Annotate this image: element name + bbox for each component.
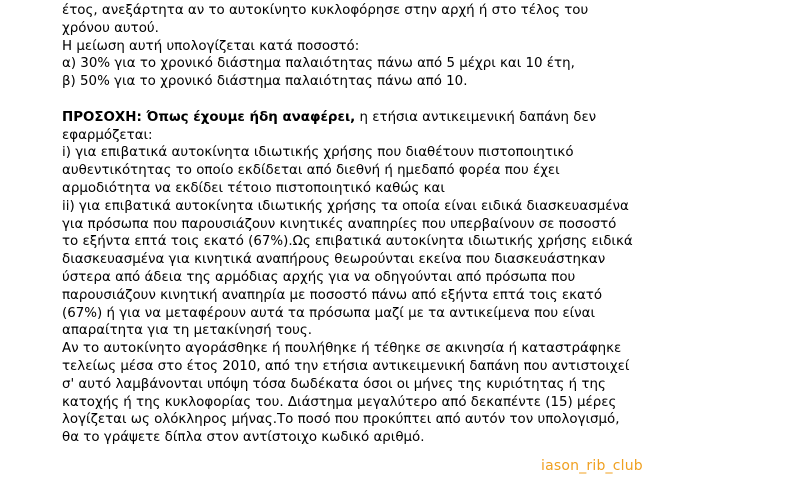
text-line: Αν το αυτοκίνητο αγοράσθηκε ή πουλήθηκε ή τέθηκε σε ακινησία ή καταστράφηκε	[62, 341, 622, 357]
text-line: θα το γράψετε δίπλα στον αντίστοιχο κωδικό αριθμό.	[62, 430, 425, 446]
text-line: αρμοδιότητα να εκδίδει τέτοιο πιστοποιητικό καθώς και	[62, 180, 445, 196]
text-line: α) 30% για το χρονικό διάστημα παλαιότητας πάνω από 5 μέχρι και 10 έτη,	[62, 56, 575, 72]
document-page	[62, 2, 777, 447]
text-line: χρόνου αυτού.	[62, 20, 159, 36]
text-line: αυθεντικότητας το οποίο εκδίδεται από διεθνή ή ημεδαπό φορέα που έχει	[62, 163, 560, 179]
text-line: ii) για επιβατικά αυτοκίνητα ιδιωτικής χρήσης τα οποία είναι ειδικά διασκευασμένα	[62, 198, 629, 214]
text-line: το εξήντα επτά τοις εκατό (67%).Ως επιβατικά αυτοκίνητα ιδιωτικής χρήσης ειδικά	[62, 234, 633, 250]
text-line: τελείως μέσα στο έτος 2010, από την ετήσια αντικειμενική δαπάνη που αντιστοιχεί	[62, 358, 630, 374]
text-line: i) για επιβατικά αυτοκίνητα ιδιωτικής χρήσης που διαθέτουν πιστοποιητικό	[62, 145, 574, 161]
text-line: διασκευασμένα για κινητικά αναπήρους θεωρούνται εκείνα που διασκευάστηκαν	[62, 252, 606, 268]
watermark-text: iason_rib_club	[541, 458, 643, 474]
text-line: ύστερα από άδεια της αρμόδιας αρχής για να οδηγούνται από πρόσωπα που	[62, 269, 576, 285]
text-line: Η μείωση αυτή υπολογίζεται κατά ποσοστό:	[62, 38, 360, 54]
text-line: για πρόσωπα που παρουσιάζουν κινητικές αναπηρίες που υπερβαίνουν σε ποσοστό	[62, 216, 617, 232]
text-line: (67%) ή για να μεταφέρουν αυτά τα πρόσωπα μαζί με τα αντικείμενα που είναι	[62, 305, 595, 321]
notice-text: η ετήσια αντικειμενική δαπάνη δεν	[355, 109, 597, 125]
notice-label: ΠΡΟΣΟΧΗ: Όπως έχουμε ήδη αναφέρει,	[62, 109, 356, 125]
text-line: έτος, ανεξάρτητα αν το αυτοκίνητο κυκλοφόρησε στην αρχή ή στο τέλος του	[62, 3, 589, 18]
text-line: β) 50% για το χρονικό διάστημα παλαιότητας πάνω από 10.	[62, 74, 468, 90]
text-line: παρουσιάζουν κινητική αναπηρία με ποσοστό πάνω από εξήντα επτά τοις εκατό	[62, 287, 603, 303]
text-line: κατοχής ή της κυκλοφορίας του. Διάστημα μεγαλύτερο από δεκαπέντε (15) μέρες	[62, 394, 617, 410]
text-line: απαραίτητα για τη μετακίνησή τους.	[62, 323, 312, 339]
text-line: λογίζεται ως ολόκληρος μήνας.Το ποσό που προκύπτει από αυτόν τον υπολογισμό,	[62, 412, 620, 428]
text-line: σ' αυτό λαμβάνονται υπόψη τόσα δωδέκατα όσοι οι μήνες της κυριότητας ή της	[62, 376, 606, 392]
paragraph-gap	[62, 91, 777, 109]
notice-line	[62, 109, 777, 127]
text-line: εφαρμόζεται:	[62, 127, 153, 143]
